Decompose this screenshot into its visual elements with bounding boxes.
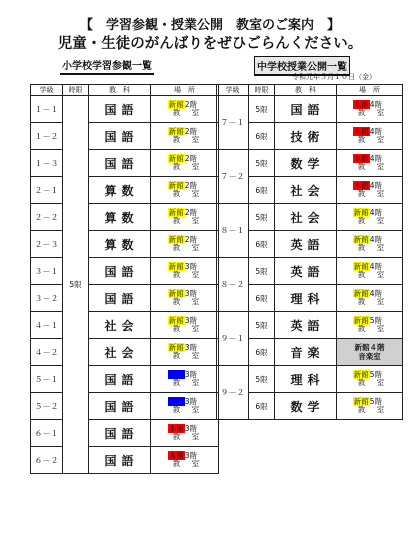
place-cell [151,123,219,150]
table-row [31,420,219,447]
building-label: 本館 [168,423,184,433]
header-place: 場 所 [151,85,219,96]
place-cell [151,231,219,258]
floor-label: 4階 [369,288,383,298]
header-grade: 学級 [31,85,63,96]
place-cell-special [337,339,403,366]
building-label: 新館 [353,207,369,217]
grade-cell: ２－３ [31,231,63,258]
floor-label: 2階 [184,153,198,163]
grade-cell: ８－２ [217,258,249,312]
grade-cell: ５－１ [31,366,63,393]
grade-cell: ３－２ [31,285,63,312]
place-cell [151,285,219,312]
grade-cell: ７－２ [217,150,249,204]
table-row [217,96,403,123]
table-row [31,96,219,123]
subject-cell: 音楽 [275,339,337,366]
floor-label: 3階 [184,342,198,352]
period-cell: 5限 [249,96,275,123]
date-label: 令和元年５月１０日（金） [292,73,376,81]
floor-label: 3階 [184,288,198,298]
period-cell: 6限 [249,285,275,312]
location [353,101,387,118]
location [168,317,202,334]
subject-cell: 国語 [89,258,151,285]
subject-cell: 国語 [89,420,151,447]
table-row [217,366,403,393]
place-cell [151,447,219,474]
room-label: 教 室 [172,270,202,279]
junior-high-table-body [217,96,403,420]
room-label: 教 室 [172,351,202,360]
period-cell: 5限 [249,204,275,231]
floor-label: 4階 [369,261,383,271]
building-label: 新館 [168,288,184,298]
room-label: 教 室 [357,270,387,279]
junior-high-table [216,84,403,420]
grade-cell: ９－２ [217,366,249,420]
table-row [217,204,403,231]
building-label: 新館 [168,180,184,190]
subject-cell: 国語 [89,150,151,177]
header-grade: 学級 [217,85,249,96]
grade-cell: ４－２ [31,339,63,366]
subject-cell: 技術 [275,123,337,150]
floor-label: 3階 [184,261,198,271]
location [168,398,202,415]
room-label: 教 室 [357,189,387,198]
location [353,317,387,334]
subject-cell: 数学 [275,150,337,177]
floor-label: 4階 [369,153,383,163]
floor-label: 2階 [184,207,198,217]
building-label: 新館 [353,288,369,298]
location [168,209,202,226]
building-label: 新館 [168,369,184,379]
table-row [31,150,219,177]
title-line2: 児童・生徒のがんばりをぜひごらんください。 [57,36,363,52]
grade-cell: ６－２ [31,447,63,474]
building-label: 新館 [168,342,184,352]
table-row [31,204,219,231]
floor-label: 2階 [184,126,198,136]
subject-cell: 国語 [89,393,151,420]
subject-cell: 英語 [275,231,337,258]
period-cell: 5限 [249,312,275,339]
floor-label: 3階 [184,315,198,325]
building-label: 本館 [168,450,184,460]
place-cell [151,339,219,366]
subject-cell: 数学 [275,393,337,420]
place-cell [337,285,403,312]
location [168,263,202,280]
grade-cell: ２－２ [31,204,63,231]
subject-cell: 社会 [275,177,337,204]
floor-label: 3階 [184,450,198,460]
grade-cell: ５－２ [31,393,63,420]
location [353,290,387,307]
location [353,263,387,280]
grade-cell: ２－１ [31,177,63,204]
building-label: 新館 [168,315,184,325]
period-cell: 6限 [249,393,275,420]
table-row [31,312,219,339]
location [353,398,387,415]
location [168,236,202,253]
period-cell: 6限 [249,177,275,204]
subject-cell: 社会 [89,339,151,366]
period-cell: 5限 [249,366,275,393]
room-label: 教 室 [357,108,387,117]
room-label: 教 室 [172,405,202,414]
building-label: 新館 [168,207,184,217]
floor-label: 4階 [369,99,383,109]
location [168,182,202,199]
special-location: 新館４階 [354,343,385,352]
location [168,290,202,307]
room-label: 教 室 [172,108,202,117]
room-label: 教 室 [357,243,387,252]
junior-high-heading: 中学校授業公開一覧 [254,56,350,76]
special-room: 音楽室 [358,352,381,361]
floor-label: 2階 [184,180,198,190]
table-row [31,393,219,420]
place-cell [337,177,403,204]
floor-label: 2階 [184,234,198,244]
period-cell: 5限 [63,96,89,474]
room-label: 教 室 [357,324,387,333]
room-label: 教 室 [172,459,202,468]
floor-label: 2階 [184,99,198,109]
header-subject: 教 科 [275,85,337,96]
room-label: 教 室 [172,162,202,171]
grade-cell: ７－１ [217,96,249,150]
place-cell [337,366,403,393]
location [168,101,202,118]
title-line1: 【 学習参観・授業公開 教室のご案内 】 [79,18,340,33]
place-cell [151,96,219,123]
period-cell: 6限 [249,231,275,258]
subject-cell: 国語 [89,96,151,123]
place-cell [151,177,219,204]
grade-cell: ８－１ [217,204,249,258]
room-label: 教 室 [357,405,387,414]
subject-cell: 国語 [89,285,151,312]
floor-label: 3階 [184,423,198,433]
building-label: 新館 [353,261,369,271]
subject-cell: 英語 [275,312,337,339]
room-label: 教 室 [357,135,387,144]
grade-cell: １－１ [31,96,63,123]
room-label: 教 室 [172,135,202,144]
building-label: 新館 [353,234,369,244]
place-cell [151,204,219,231]
room-label: 教 室 [357,378,387,387]
location [353,209,387,226]
location [353,155,387,172]
period-cell: 6限 [249,339,275,366]
building-label: 本館 [353,126,369,136]
table-row [31,285,219,312]
floor-label: 4階 [369,207,383,217]
subject-cell: 国語 [89,366,151,393]
place-cell [151,258,219,285]
table-row [217,258,403,285]
place-cell [337,123,403,150]
elementary-heading: 小学校学習参観一覧 [60,56,154,75]
floor-label: 5階 [369,396,383,406]
elementary-table [30,84,219,474]
table-row [31,258,219,285]
table-row [217,312,403,339]
building-label: 新館 [168,396,184,406]
place-cell [337,258,403,285]
table-row [217,150,403,177]
grade-cell: １－３ [31,150,63,177]
room-label: 教 室 [357,162,387,171]
location [168,344,202,361]
table-row [31,366,219,393]
building-label: 本館 [353,99,369,109]
room-label: 教 室 [172,297,202,306]
subject-cell: 算数 [89,177,151,204]
place-cell [151,150,219,177]
header-subject: 教 科 [89,85,151,96]
place-cell [151,393,219,420]
building-label: 新館 [168,99,184,109]
place-cell [337,150,403,177]
floor-label: 4階 [369,234,383,244]
building-label: 新館 [168,153,184,163]
building-label: 本館 [353,153,369,163]
floor-label: 5階 [369,315,383,325]
location [353,182,387,199]
place-cell [151,420,219,447]
subject-cell: 国語 [89,447,151,474]
grade-cell: １－２ [31,123,63,150]
table-row [31,339,219,366]
floor-label: 3階 [184,369,198,379]
building-label: 本館 [353,180,369,190]
grade-cell: ９－１ [217,312,249,366]
room-label: 教 室 [172,378,202,387]
place-cell [337,204,403,231]
location [353,371,387,388]
grade-cell: ３－１ [31,258,63,285]
floor-label: 5階 [369,369,383,379]
table-row [31,447,219,474]
subject-cell: 算数 [89,231,151,258]
room-label: 教 室 [172,243,202,252]
building-label: 新館 [353,396,369,406]
location [168,155,202,172]
subject-cell: 社会 [89,312,151,339]
room-label: 教 室 [357,216,387,225]
location [168,452,202,469]
period-cell: 5限 [249,258,275,285]
location [168,371,202,388]
place-cell [337,231,403,258]
place-cell [337,96,403,123]
building-label: 新館 [353,369,369,379]
subject-cell: 英語 [275,258,337,285]
room-label: 教 室 [172,216,202,225]
grade-cell: ６－１ [31,420,63,447]
floor-label: 4階 [369,180,383,190]
place-cell [337,312,403,339]
room-label: 教 室 [357,297,387,306]
location [353,236,387,253]
room-label: 教 室 [172,189,202,198]
place-cell [151,312,219,339]
table-row [31,177,219,204]
period-cell: 5限 [249,150,275,177]
room-label: 教 室 [172,324,202,333]
header-period: 時限 [249,85,275,96]
location [168,425,202,442]
subject-cell: 国語 [275,96,337,123]
elementary-table-body [31,96,219,474]
location [168,128,202,145]
header-period: 時限 [63,85,89,96]
header-place: 場 所 [337,85,403,96]
location [353,128,387,145]
floor-label: 4階 [369,126,383,136]
period-cell: 6限 [249,123,275,150]
subject-cell: 国語 [89,123,151,150]
building-label: 新館 [168,126,184,136]
table-row [31,123,219,150]
subject-cell: 理科 [275,366,337,393]
building-label: 新館 [353,315,369,325]
place-cell [337,393,403,420]
floor-label: 3階 [184,396,198,406]
room-label: 教 室 [172,432,202,441]
building-label: 新館 [168,234,184,244]
subject-cell: 理科 [275,285,337,312]
place-cell [151,366,219,393]
grade-cell: ４－１ [31,312,63,339]
subject-cell: 算数 [89,204,151,231]
subject-cell: 社会 [275,204,337,231]
building-label: 新館 [168,261,184,271]
table-row [31,231,219,258]
